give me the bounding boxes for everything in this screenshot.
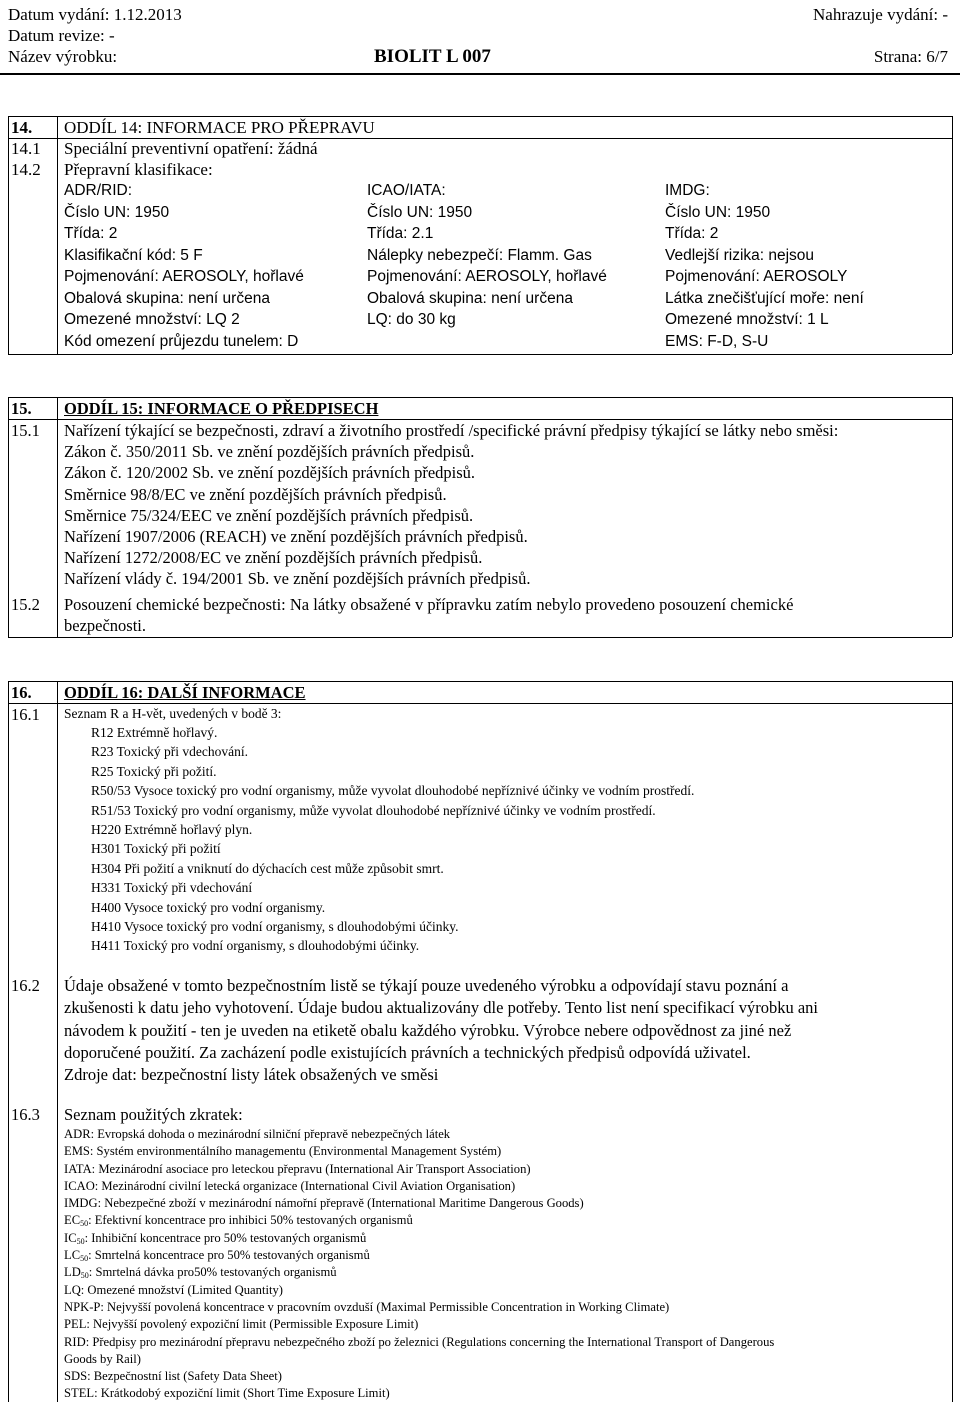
assessment-line: Posouzení chemické bezpečnosti: Na látky obsažené v přípravku zatím nebylo provedeno posouzení chemické	[64, 595, 794, 614]
imdg-line: Omezené množství: 1 L	[665, 311, 829, 328]
s14-2-text: Přepravní klasifikace:	[64, 160, 213, 179]
s15-left-border	[8, 397, 9, 637]
s16-col-divider	[57, 681, 58, 1402]
abbreviation-item: SDS: Bezpečnostní list (Safety Data Sheet)	[64, 1369, 282, 1384]
s16-3-number: 16.3	[11, 1105, 40, 1124]
abbreviation-item	[64, 1230, 774, 1247]
imdg-line: Třída: 2	[665, 225, 719, 242]
abbreviation-item: NPK-P: Nejvyšší povolená koncentrace v pracovním ovzduší (Maximal Permissible Concentration in Working Climate)	[64, 1299, 670, 1314]
imdg-line: Vedlejší rizika: nejsou	[665, 246, 815, 264]
s16-right-border	[952, 681, 953, 1402]
assessment-line: bezpečnosti.	[64, 616, 147, 636]
replaces-edition: Nahrazuje vydání: -	[813, 5, 948, 24]
imdg-line: Číslo UN: 1950	[665, 203, 771, 221]
revision-date: Datum revize: -	[8, 26, 115, 45]
regulation-line: Nařízení 1907/2006 (REACH) ve znění pozdějších právních předpisů.	[64, 527, 528, 547]
imdg-line: EMS: F-D, S-U	[665, 332, 769, 350]
adr-line: Kód omezení průjezdu tunelem: D	[64, 332, 299, 350]
abbreviation-item: STEL: Krátkodobý expoziční limit (Short Time Exposure Limit)	[64, 1386, 390, 1401]
abbreviation-item	[64, 1264, 774, 1281]
regulation-line: Zákon č. 350/2011 Sb. ve znění pozdějších právních předpisů.	[64, 442, 475, 462]
abbr-subscript: 50	[80, 1254, 89, 1264]
s15-2-block	[64, 594, 793, 636]
issue-date: Datum vydání: 1.12.2013	[8, 5, 182, 24]
adr-line: Omezené množství: LQ 2	[64, 311, 240, 328]
phrase-item: R50/53 Vysoce toxický pro vodní organismy, může vyvolat dlouhodobé nepříznivé účinky ve vodním prostředí.	[91, 783, 695, 799]
s15-1-number: 15.1	[11, 421, 40, 440]
s14-left-border	[8, 116, 9, 354]
s16-2-number: 16.2	[11, 976, 40, 995]
s15-title: ODDÍL 15: INFORMACE O PŘEDPISECH	[64, 399, 379, 418]
phrase-item: H301 Toxický při požití	[91, 841, 221, 857]
icao-line: Pojmenování: AEROSOLY, hořlavé	[367, 268, 607, 285]
regulation-line: Nařízení 1272/2008/EC ve znění pozdějších právních předpisů.	[64, 548, 483, 568]
adr-line: Pojmenování: AEROSOLY, hořlavé	[64, 268, 304, 285]
abbr-subscript: 50	[76, 1236, 85, 1246]
adr-rid-block	[64, 180, 304, 352]
adr-line: Číslo UN: 1950	[64, 203, 170, 221]
phrase-item: H411 Toxický pro vodní organismy, s dlouhodobými účinky.	[91, 938, 420, 954]
product-label: Název výrobku:	[8, 47, 118, 66]
header-rule	[0, 73, 960, 75]
imdg-line: Látka znečišťující moře: není	[665, 289, 864, 307]
regulation-line: Směrnice 75/324/EEC ve znění pozdějších právních předpisů.	[64, 505, 474, 525]
icao-line: Nálepky nebezpečí: Flamm. Gas	[367, 246, 592, 264]
abbreviation-item: EMS: Systém environmentálního managementu (Environmental Management Systém)	[64, 1144, 502, 1159]
s14-right-border	[952, 116, 953, 354]
phrase-item: R12 Extrémně hořlavý.	[91, 725, 218, 740]
s14-title: ODDÍL 14: INFORMACE PRO PŘEPRAVU	[64, 118, 375, 137]
s15-number: 15.	[11, 399, 32, 418]
regulation-line: Nařízení vlády č. 194/2001 Sb. ve znění pozdějších právních předpisů.	[64, 569, 531, 589]
abbreviation-item: IATA: Mezinárodní asociace pro leteckou přepravu (International Air Transport Association)	[64, 1161, 531, 1176]
s14-number: 14.	[11, 118, 33, 137]
s16-number: 16.	[11, 683, 32, 702]
disclaimer-line: doporučené použití. Za zacházení podle existujících právních a technických předpisů odpovídá uživatel.	[64, 1042, 751, 1062]
abbr-code: LC	[64, 1248, 81, 1263]
abbr-subscript: 50	[80, 1219, 89, 1229]
s14-bottom-border	[8, 354, 952, 355]
icao-line: ICAO/IATA:	[367, 182, 446, 199]
abbreviation-item: Goods by Rail)	[64, 1351, 141, 1366]
disclaimer-line: zkušenosti k datu jeho vyhotovení. Údaje budou aktualizovány dle potřeby. Tento list není specifikací výrobku ani	[64, 998, 819, 1018]
s14-col-divider	[57, 116, 58, 354]
abbr-definition: : Smrtelná dávka pro50% testovaných organismů	[88, 1265, 337, 1280]
adr-line: Obalová skupina: není určena	[64, 289, 270, 307]
r-h-phrase-list	[91, 723, 694, 956]
s14-1-text: Speciální preventivní opatření: žádná	[64, 139, 318, 158]
page-number: Strana: 6/7	[873, 47, 948, 66]
s16-1-title: Seznam R a H-vět, uvedených v bodě 3:	[64, 706, 282, 721]
s16-title: ODDÍL 16: DALŠÍ INFORMACE	[64, 683, 306, 702]
phrase-item: R23 Toxický při vdechování.	[91, 744, 249, 760]
icao-iata-block	[367, 180, 607, 331]
s16-1-number: 16.1	[11, 705, 40, 724]
icao-line: Obalová skupina: není určena	[367, 289, 573, 307]
phrase-item: R51/53 Toxický pro vodní organismy, může vyvolat dlouhodobé nepříznivé účinky ve vodním prostředí.	[91, 802, 656, 818]
abbr-definition: : Efektivní koncentrace pro inhibici 50% testovaných organismů	[88, 1213, 413, 1228]
imdg-block	[665, 180, 864, 352]
abbreviation-item	[64, 1247, 774, 1264]
abbreviation-list	[64, 1126, 774, 1403]
phrase-item: H331 Toxický při vdechování	[91, 880, 253, 896]
s15-right-border	[952, 397, 953, 637]
s16-3-title: Seznam použitých zkratek:	[64, 1105, 243, 1124]
regulation-line: Nařízení týkající se bezpečnosti, zdraví a životního prostředí /specifické právní předpisy týkající se látky nebo směsi:	[64, 421, 839, 440]
regulation-line: Zákon č. 120/2002 Sb. ve znění pozdějších právních předpisů.	[64, 463, 476, 483]
abbr-code: IC	[64, 1230, 77, 1245]
phrase-item: H400 Vysoce toxický pro vodní organismy.	[91, 899, 326, 915]
s15-1-block	[64, 420, 838, 590]
abbreviation-item: IMDG: Nebezpečné zboží v mezinárodní námořní přepravě (International Maritime Dangerous Goods)	[64, 1196, 584, 1211]
phrase-item: H410 Vysoce toxický pro vodní organismy, s dlouhodobými účinky.	[91, 919, 459, 935]
abbr-subscript: 50	[80, 1271, 89, 1281]
abbr-code: LD	[64, 1265, 81, 1280]
abbr-code: EC	[64, 1213, 81, 1228]
s14-1-number: 14.1	[11, 139, 41, 158]
s15-2-number: 15.2	[11, 595, 40, 614]
abbreviation-item: RID: Předpisy pro mezinárodní přepravu nebezpečného zboží po železnici (Regulations concerning the International Transport of Dangerous	[64, 1334, 775, 1349]
product-name: BIOLIT L 007	[374, 46, 491, 67]
s16-2-block	[64, 975, 818, 1086]
adr-line: Klasifikační kód: 5 F	[64, 246, 203, 264]
abbr-definition: : Smrtelná koncentrace pro 50% testovaných organismů	[88, 1248, 370, 1263]
abbr-definition: : Inhibiční koncentrace pro 50% testovaných organismů	[84, 1230, 367, 1245]
abbreviation-item: LQ: Omezené množství (Limited Quantity)	[64, 1282, 283, 1297]
disclaimer-line: návodem k použití - ten je uveden na etiketě obalu každého výrobku. Výrobce nebere odpovědnost za jiné než	[64, 1020, 792, 1040]
s16-left-border	[8, 681, 9, 1402]
phrase-item: R25 Toxický při požití.	[91, 763, 217, 779]
phrase-item: H220 Extrémně hořlavý plyn.	[91, 822, 253, 838]
abbreviation-item: ICAO: Mezinárodní civilní letecká organizace (International Civil Aviation Organisation)	[64, 1178, 516, 1193]
s15-bottom-border	[8, 637, 952, 638]
abbreviation-item	[64, 1212, 774, 1229]
s14-2-number: 14.2	[11, 160, 41, 179]
abbreviation-item: PEL: Nejvyšší povolený expoziční limit (Permissible Exposure Limit)	[64, 1317, 419, 1332]
adr-line: Třída: 2	[64, 225, 118, 242]
adr-line: ADR/RID:	[64, 182, 133, 199]
icao-line: LQ: do 30 kg	[367, 311, 456, 328]
abbreviation-item: ADR: Evropská dohoda o mezinárodní silniční přepravě nebezpečných látek	[64, 1127, 451, 1141]
icao-line: Číslo UN: 1950	[367, 203, 473, 221]
imdg-line: IMDG:	[665, 182, 710, 199]
s15-col-divider	[57, 397, 58, 637]
icao-line: Třída: 2.1	[367, 225, 434, 242]
regulation-line: Směrnice 98/8/EC ve znění pozdějších právních předpisů.	[64, 484, 447, 504]
imdg-line: Pojmenování: AEROSOLY	[665, 268, 848, 285]
disclaimer-line: Údaje obsažené v tomto bezpečnostním listě se týkají pouze uvedeného výrobku a odpovídají stavu poznání a	[64, 976, 789, 995]
phrase-item: H304 Při požití a vniknutí do dýchacích cest může způsobit smrt.	[91, 860, 444, 876]
disclaimer-line: Zdroje dat: bezpečnostní listy látek obsažených ve směsi	[64, 1065, 439, 1085]
